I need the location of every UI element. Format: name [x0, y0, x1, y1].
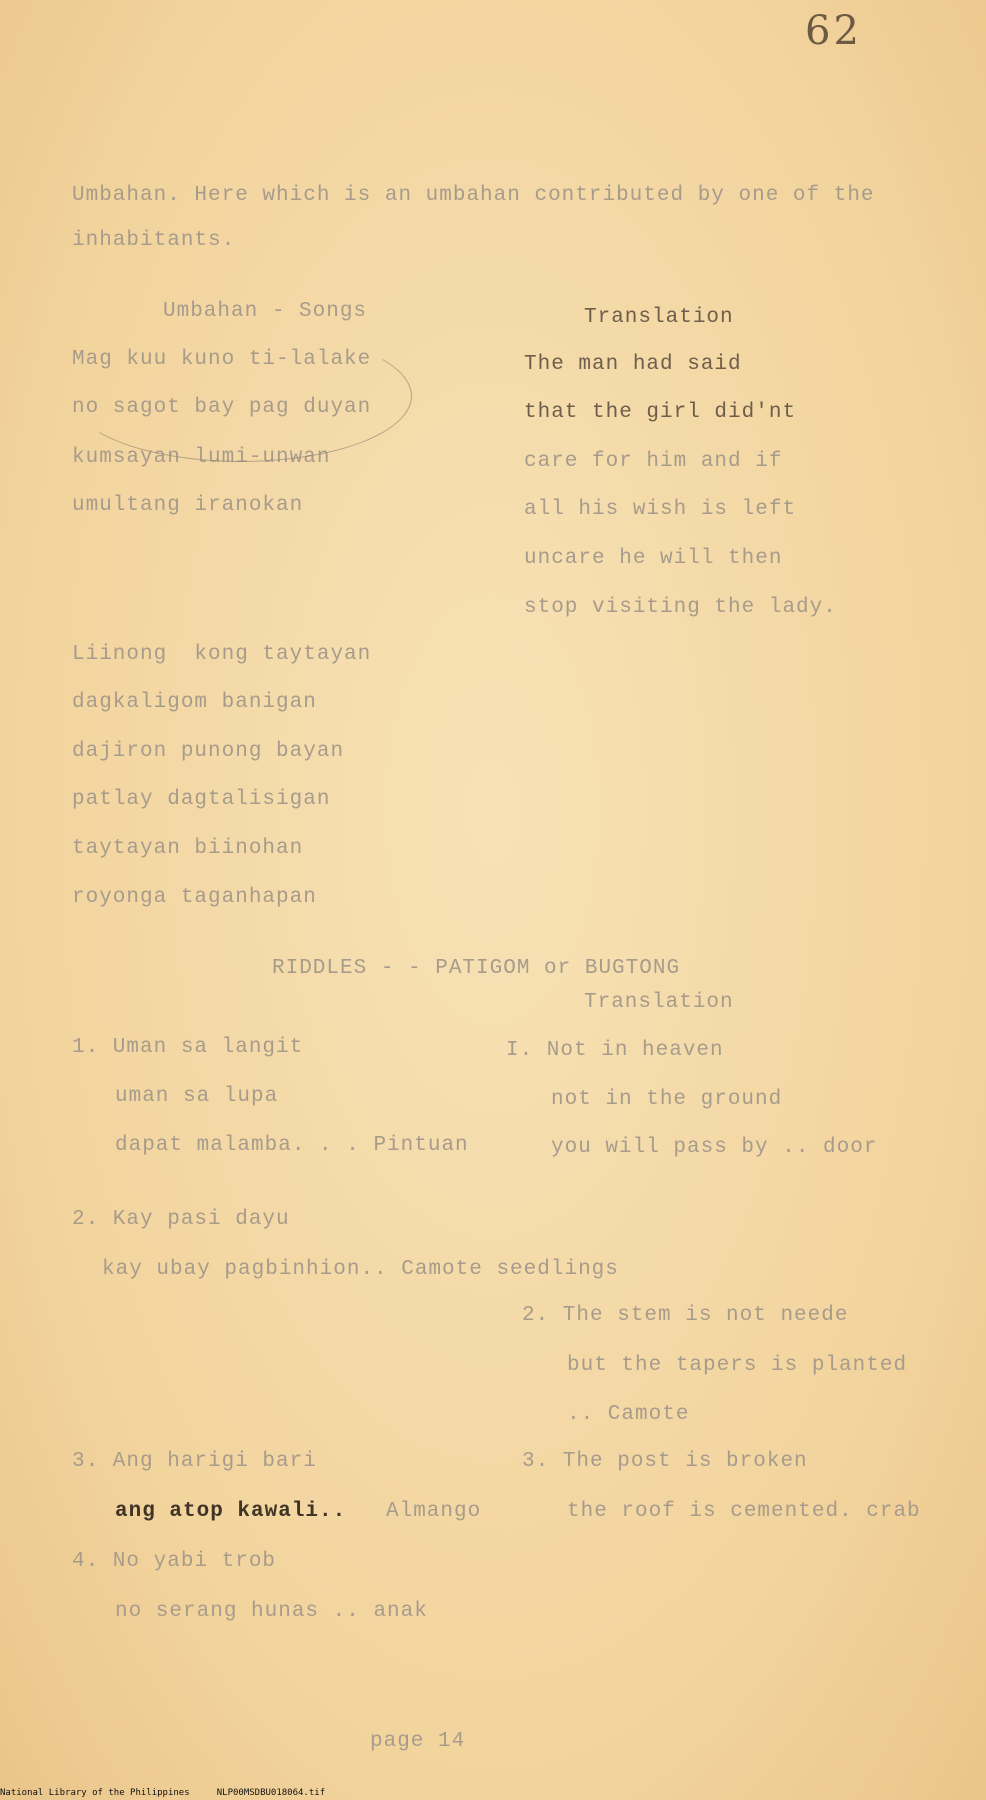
- song1-line-4: umultang iranokan: [72, 494, 304, 517]
- riddle2-line-2: kay ubay pagbinhion.. Camote seedlings: [102, 1258, 619, 1281]
- riddles-translation-heading: Translation: [584, 991, 734, 1014]
- songs-translation-heading: Translation: [584, 306, 734, 329]
- song2-line-2: dagkaligom banigan: [72, 691, 317, 714]
- translation-r2-line-1: 2. The stem is not neede: [522, 1304, 849, 1327]
- riddles-heading: RIDDLES - - PATIGOM or BUGTONG: [272, 957, 681, 980]
- song1-line-2: no sagot bay pag duyan: [72, 396, 372, 419]
- intro-line-1: Umbahan. Here which is an umbahan contributed by one of the: [72, 184, 875, 207]
- translation1-line-5: uncare he will then: [524, 547, 783, 570]
- song1-line-3: kumsayan lumi-unwan: [72, 446, 331, 469]
- pencil-bracket-mark: [70, 330, 412, 462]
- song2-line-6: royonga taganhapan: [72, 886, 317, 909]
- riddle1-line-3: dapat malamba. . . Pintuan: [115, 1134, 469, 1157]
- translation-r3-line-2: the roof is cemented. crab: [567, 1500, 921, 1523]
- riddle3-line-1: 3. Ang harigi bari: [72, 1450, 317, 1473]
- page-number: page 14: [370, 1730, 466, 1753]
- translation-r1-line-2: not in the ground: [551, 1088, 783, 1111]
- translation-r2-line-2: but the tapers is planted: [567, 1354, 908, 1377]
- riddle2-line-1: 2. Kay pasi dayu: [72, 1208, 290, 1231]
- song2-line-3: dajiron punong bayan: [72, 740, 345, 763]
- song1-line-1: Mag kuu kuno ti-lalake: [72, 348, 372, 371]
- translation1-line-1: The man had said: [524, 353, 742, 376]
- riddle3-line-2: ang atop kawali..: [115, 1500, 347, 1523]
- translation-r1-line-3: you will pass by .. door: [551, 1136, 878, 1159]
- translation-r1-line-1: I. Not in heaven: [506, 1039, 724, 1062]
- riddle1-line-2: uman sa lupa: [115, 1085, 279, 1108]
- archive-footer: National Library of the Philippines NLP00MSDBU018064.tif: [0, 1788, 326, 1798]
- translation1-line-2: that the girl did'nt: [524, 401, 797, 424]
- riddle4-line-1: 4. No yabi trob: [72, 1550, 277, 1573]
- riddle4-line-2: no serang hunas .. anak: [115, 1600, 428, 1623]
- translation-r2-line-3: .. Camote: [567, 1403, 690, 1426]
- riddle1-line-1: 1. Uman sa langit: [72, 1036, 304, 1059]
- handwritten-page-mark: 62: [805, 8, 862, 54]
- translation1-line-6: stop visiting the lady.: [524, 596, 837, 619]
- riddle3-answer: Almango: [386, 1500, 482, 1523]
- translation1-line-3: care for him and if: [524, 450, 783, 473]
- translation-r3-line-1: 3. The post is broken: [522, 1450, 808, 1473]
- song2-line-5: taytayan biinohan: [72, 837, 304, 860]
- songs-heading: Umbahan - Songs: [163, 300, 368, 323]
- song2-line-4: patlay dagtalisigan: [72, 788, 331, 811]
- translation1-line-4: all his wish is left: [524, 498, 797, 521]
- intro-line-2: inhabitants.: [72, 229, 236, 252]
- song2-line-1: Liinong kong taytayan: [72, 643, 372, 666]
